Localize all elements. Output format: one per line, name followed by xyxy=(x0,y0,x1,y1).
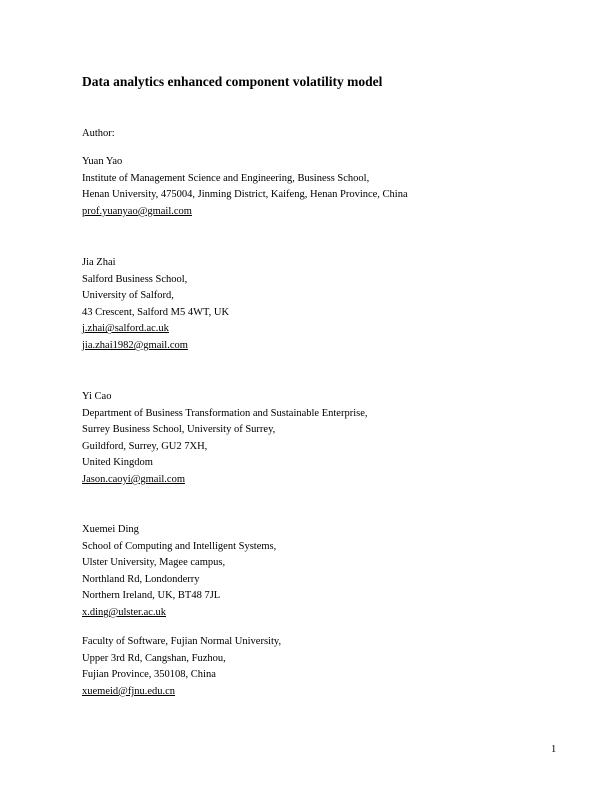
author-name: Xuemei Ding xyxy=(82,524,139,535)
paper-title: Data analytics enhanced component volatility model xyxy=(82,74,383,89)
affiliation-line: Upper 3rd Rd, Cangshan, Fuzhou, xyxy=(82,652,226,664)
affiliation-line: Guildford, Surrey, GU2 7XH, xyxy=(82,440,208,452)
affiliation-line: School of Computing and Intelligent Systems, xyxy=(82,540,277,552)
author-name: Yi Cao xyxy=(82,391,112,402)
affiliation-line: Surrey Business School, University of Surrey, xyxy=(82,424,276,436)
email-link[interactable]: x.ding@ulster.ac.uk xyxy=(82,606,167,618)
author-name: Jia Zhai xyxy=(82,257,116,268)
email-link[interactable]: prof.yuanyao@gmail.com xyxy=(82,205,192,217)
affiliation-line: 43 Crescent, Salford M5 4WT, UK xyxy=(82,306,230,318)
author-heading: Author: xyxy=(82,128,115,139)
affiliation-line: Northland Rd, Londonderry xyxy=(82,573,200,585)
affiliation-line: Institute of Management Science and Engineering, Business School, xyxy=(82,172,370,184)
affiliation-line: United Kingdom xyxy=(82,457,153,469)
affiliation-line: Ulster University, Magee campus, xyxy=(82,557,226,569)
affiliation-line: Fujian Province, 350108, China xyxy=(82,669,216,681)
affiliation-line: Salford Business School, xyxy=(82,273,188,285)
author-name: Yuan Yao xyxy=(82,156,123,167)
affiliation-line: Department of Business Transformation and Sustainable Enterprise, xyxy=(82,407,368,419)
author-block-yi-cao xyxy=(82,389,368,489)
author-block-yuan-yao xyxy=(82,154,408,220)
page-number: 1 xyxy=(551,744,557,755)
email-link[interactable]: xuemeid@fjnu.edu.cn xyxy=(82,685,176,697)
affiliation-line: University of Salford, xyxy=(82,290,174,302)
author-block-xuemei-ding xyxy=(82,522,276,622)
affiliation-line: Northern Ireland, UK, BT48 7JL xyxy=(82,590,221,602)
affiliation-line: Henan University, 475004, Jinming District, Kaifeng, Henan Province, China xyxy=(82,189,408,201)
email-link[interactable]: jia.zhai1982@gmail.com xyxy=(82,339,188,351)
email-link[interactable]: j.zhai@salford.ac.uk xyxy=(82,323,169,335)
affiliation-line: Faculty of Software, Fujian Normal University, xyxy=(82,636,282,647)
email-link[interactable]: Jason.caoyi@gmail.com xyxy=(82,473,185,485)
author-block-jia-zhai xyxy=(82,255,229,355)
author-block-second-affiliation xyxy=(82,634,281,700)
